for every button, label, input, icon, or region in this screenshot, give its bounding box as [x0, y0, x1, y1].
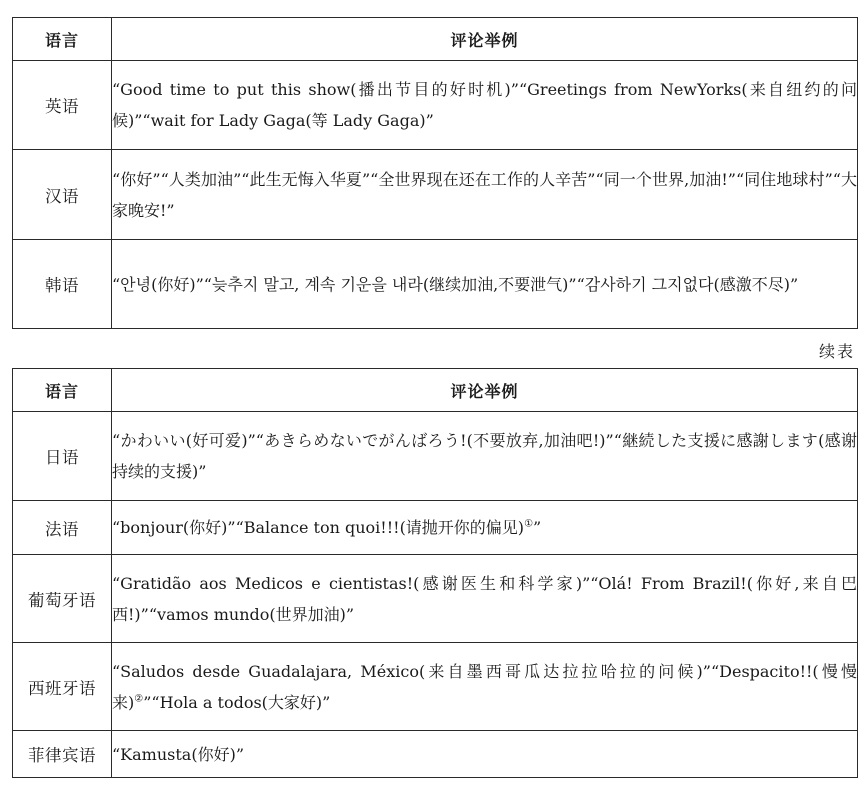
- language-cell-korean: 韩语: [13, 240, 112, 329]
- examples-text: “Saludos desde Guadalajara, México(来自墨西哥瓜达拉拉哈拉的问候)”“Despacito!!(慢慢来): [112, 661, 857, 712]
- header-examples: 评论举例: [112, 18, 858, 61]
- language-cell-french: 法语: [13, 501, 112, 555]
- examples-cell-french: [112, 501, 858, 555]
- table-row: [13, 150, 858, 240]
- examples-text: ”“Hola a todos(大家好)”: [143, 692, 331, 712]
- language-cell-spanish: 西班牙语: [13, 643, 112, 731]
- comments-table-part1: [12, 17, 858, 329]
- table-row: [13, 501, 858, 555]
- header-language: 语言: [13, 18, 112, 61]
- table-row: [13, 643, 858, 731]
- footnote-marker: ①: [524, 518, 534, 530]
- table-header-row: [13, 369, 858, 412]
- header-language: 语言: [13, 369, 112, 412]
- examples-text: ”: [533, 518, 542, 537]
- examples-cell-japanese: “かわいい(好可爱)”“あきらめないでがんばろう!(不要放弃,加油吧!)”“継続した支援に感謝します(感谢持续的支援)”: [112, 412, 858, 501]
- footnote-marker: ②: [134, 693, 144, 705]
- examples-cell-filipino: “Kamusta(你好)”: [112, 731, 858, 778]
- examples-cell-korean: “안녕(你好)”“늦추지 말고, 계속 기운을 내라(继续加油,不要泄气)”“감사하기 그지없다(感激不尽)”: [112, 240, 858, 329]
- table-row: [13, 555, 858, 643]
- examples-text: “bonjour(你好)”“Balance ton quoi!!!(请抛开你的偏见): [112, 518, 525, 537]
- continued-table-caption: 续表: [818, 342, 855, 361]
- language-cell-japanese: 日语: [13, 412, 112, 501]
- examples-cell-english: “Good time to put this show(播出节目的好时机)”“Greetings from NewYorks(来自纽约的问候)”“wait for Lady Gaga(等 Lady Gaga)”: [112, 61, 858, 150]
- table-header-row: [13, 18, 858, 61]
- language-cell-filipino: 菲律宾语: [13, 731, 112, 778]
- table-row: [13, 240, 858, 329]
- language-cell-portuguese: 葡萄牙语: [13, 555, 112, 643]
- table-row: [13, 412, 858, 501]
- table-row: [13, 731, 858, 778]
- examples-cell-portuguese: “Gratidão aos Medicos e cientistas!(感谢医生和科学家)”“Olá! From Brazil!(你好,来自巴西!)”“vamos mundo(世界加油)”: [112, 555, 858, 643]
- language-cell-chinese: 汉语: [13, 150, 112, 240]
- header-examples: 评论举例: [112, 369, 858, 412]
- language-cell-english: 英语: [13, 61, 112, 150]
- examples-cell-spanish: [112, 643, 858, 731]
- table-row: [13, 61, 858, 150]
- examples-cell-chinese: “你好”“人类加油”“此生无悔入华夏”“全世界现在还在工作的人辛苦”“同一个世界,加油!”“同住地球村”“大家晚安!”: [112, 150, 858, 240]
- comments-table-part2: [12, 368, 858, 778]
